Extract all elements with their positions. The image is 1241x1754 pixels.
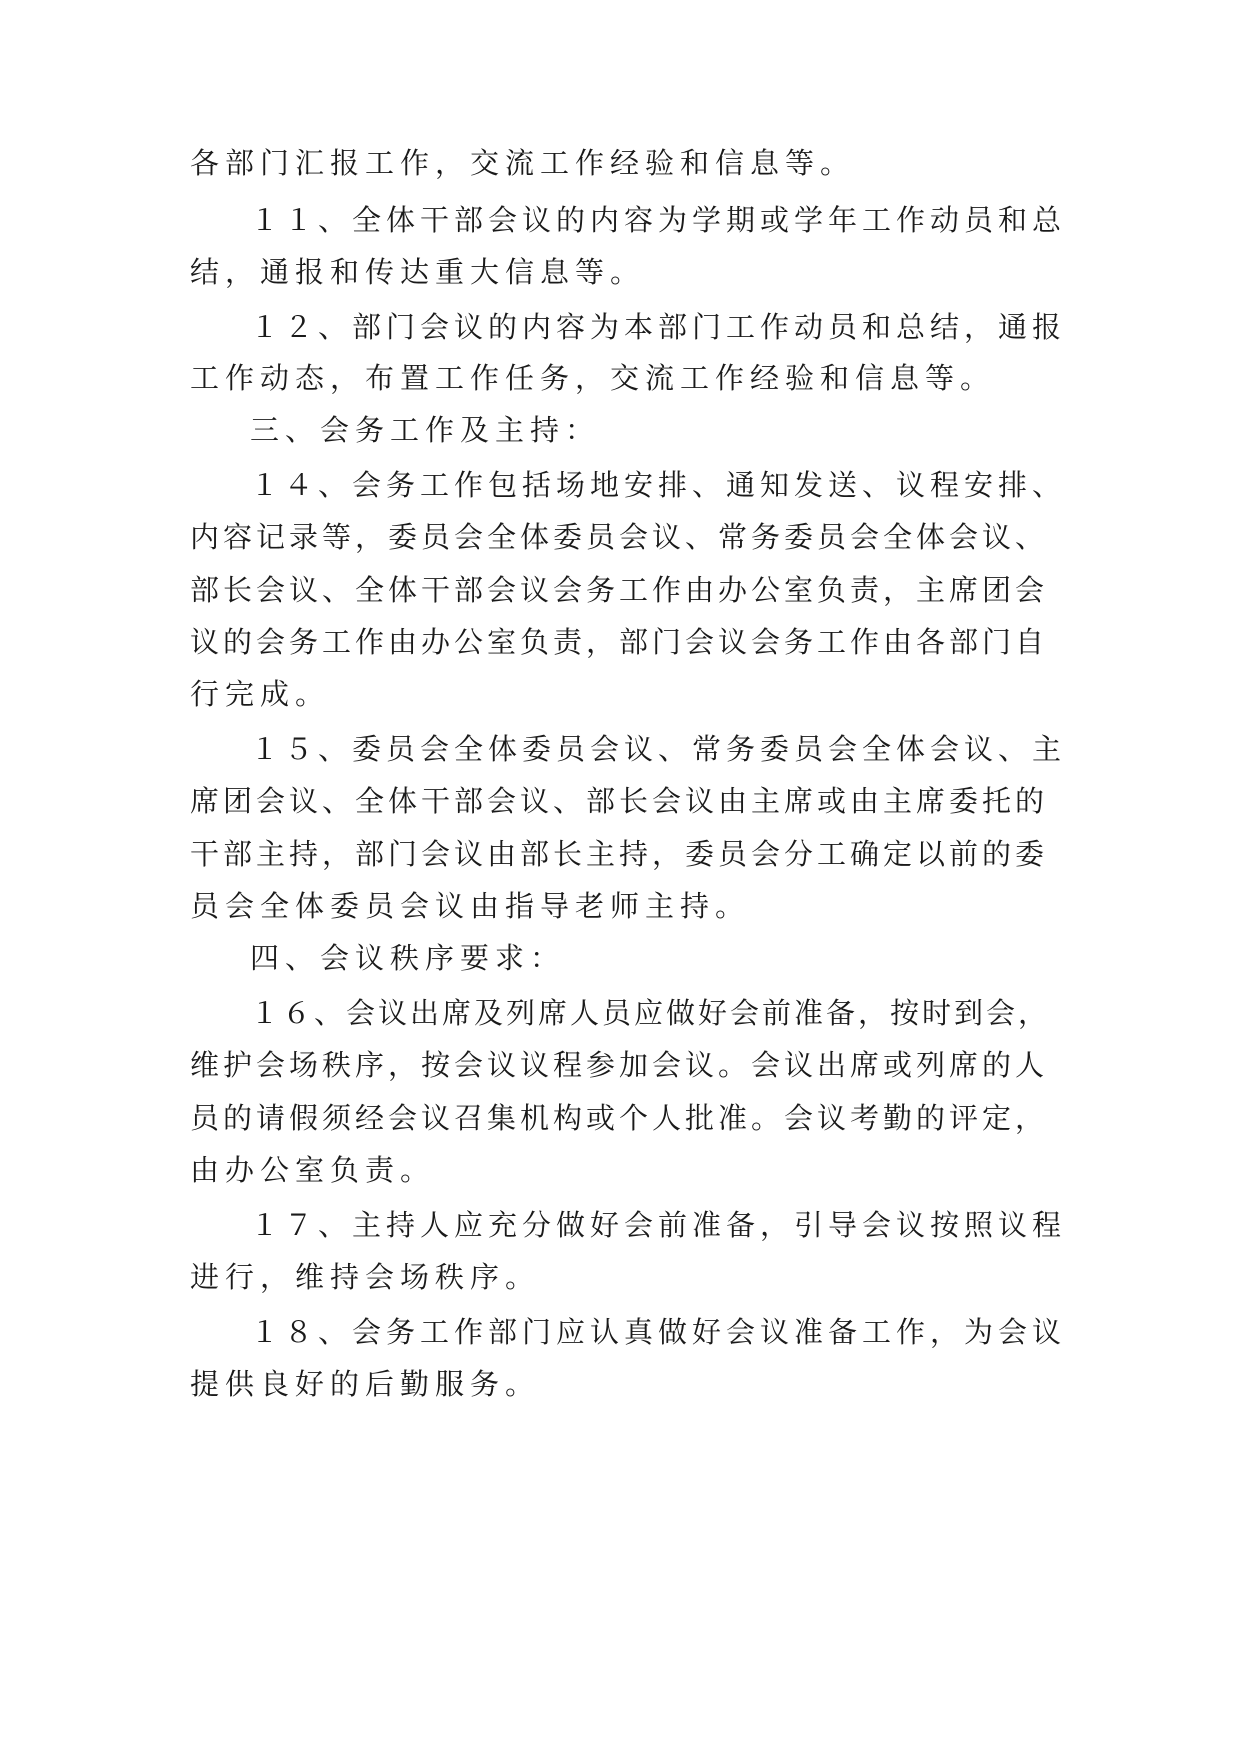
section-heading: 三、会务工作及主持： <box>250 413 601 447</box>
text-line: 结，通报和传达重大信息等。 <box>190 255 646 289</box>
text-line: １１、全体干部会议的内容为学期或学年工作动员和总 <box>250 203 1067 237</box>
text-line: 部长会议、全体干部会议会务工作由办公室负责，主席团会 <box>190 573 1049 607</box>
text-line: １４、会务工作包括场地安排、通知发送、议程安排、 <box>250 468 1067 502</box>
text-line: 内容记录等，委员会全体委员会议、常务委员会全体会议、 <box>190 520 1049 554</box>
text-line: 工作动态，布置工作任务，交流工作经验和信息等。 <box>190 361 996 395</box>
text-line: 各部门汇报工作，交流工作经验和信息等。 <box>190 146 856 180</box>
section-heading: 四、会议秩序要求： <box>250 941 566 975</box>
text-line: 维护会场秩序，按会议议程参加会议。会议出席或列席的人 <box>190 1048 1049 1082</box>
text-line: 干部主持，部门会议由部长主持，委员会分工确定以前的委 <box>190 837 1049 871</box>
text-line: 进行，维持会场秩序。 <box>190 1260 541 1294</box>
text-line: １５、委员会全体委员会议、常务委员会全体会议、主 <box>250 732 1067 766</box>
text-line: 议的会务工作由办公室负责，部门会议会务工作由各部门自 <box>190 625 1049 659</box>
text-line: 席团会议、全体干部会议、部长会议由主席或由主席委托的 <box>190 784 1049 818</box>
text-line: １８、会务工作部门应认真做好会议准备工作，为会议 <box>250 1315 1067 1349</box>
text-line: 行完成。 <box>190 677 331 711</box>
text-line: １２、部门会议的内容为本部门工作动员和总结，通报 <box>250 310 1067 344</box>
text-line: 员的请假须经会议召集机构或个人批准。会议考勤的评定， <box>190 1101 1049 1135</box>
text-line: 员会全体委员会议由指导老师主持。 <box>190 889 751 923</box>
text-line: １７、主持人应充分做好会前准备，引导会议按照议程 <box>250 1208 1067 1242</box>
text-line: １６、会议出席及列席人员应做好会前准备，按时到会， <box>250 996 1051 1030</box>
text-line: 提供良好的后勤服务。 <box>190 1367 541 1401</box>
text-line: 由办公室负责。 <box>190 1153 436 1187</box>
